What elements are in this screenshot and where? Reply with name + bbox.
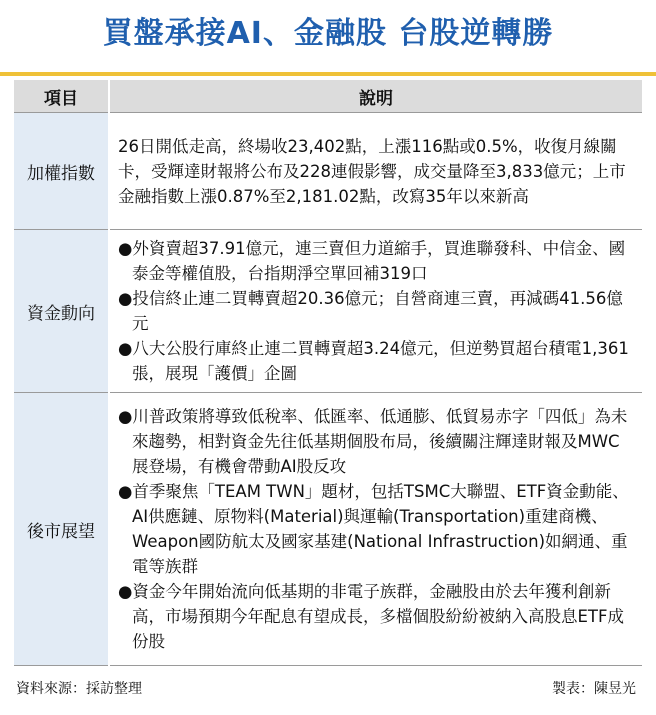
outlook-bullet-2: ●首季聚焦「TEAM TWN」題材，包括TSMC大聯盟、ETF資金動能、AI供應鏈、原物料(Material)與運輸(Transportation)重建商機、Weapon國防航太及國家基建(National Infrastruction)如網通、重電等族群: [118, 482, 629, 576]
outlook-bullet-3: ●資金今年開始流向低基期的非電子族群，金融股由於去年獲利創新高，市場預期今年配息有望成長，多檔個股紛紛被納入高股息ETF成份股: [118, 582, 624, 651]
row-desc-outlook: [109, 393, 642, 666]
maker-credit: 製表：陳昱光: [552, 681, 636, 697]
header-desc: 說明: [109, 80, 642, 113]
fund-flow-bullet-1: ●外資賣超37.91億元，連三賣但力道縮手，買進聯發科、中信金、國泰金等權值股，台指期淨空單回補319口: [118, 239, 626, 283]
row-label-outlook: 後市展望: [14, 393, 109, 666]
fund-flow-bullet-2: ●投信終止連二買轉賣超20.36億元；自營商連三賣，再減碼41.56億元: [118, 289, 623, 333]
title-underline: [0, 72, 656, 76]
page-title: 買盤承接AI、金融股 台股逆轉勝: [102, 16, 554, 51]
table-row-outlook: [14, 393, 642, 666]
fund-flow-bullet-3: ●八大公股行庫終止連二買轉賣超3.24億元，但逆勢買超台積電1,361張，展現「護價」企圖: [118, 339, 629, 383]
row-desc-index: [109, 113, 642, 230]
header-item: 項目: [14, 80, 109, 113]
outlook-bullet-1: ●川普政策將導致低稅率、低匯率、低通膨、低貿易赤字「四低」為未來趨勢，相對資金先往低基期個股布局，後續關注輝達財報及MWC展登場，有機會帶動AI股反攻: [118, 407, 628, 476]
row-label-index: 加權指數: [14, 113, 109, 230]
table-row-index: [14, 113, 642, 230]
source-note: 資料來源：採訪整理: [16, 681, 142, 697]
summary-table: [14, 80, 642, 666]
row-label-fund-flow: 資金動向: [14, 230, 109, 393]
table-header-row: [14, 80, 642, 113]
index-text: 26日開低走高，終場收23,402點，上漲116點或0.5%，收復月線關卡，受輝達財報將公布及228連假影響，成交量降至3,833億元；上市金融指數上漲0.87%至2,181.02點，改寫35年以來新高: [118, 136, 626, 206]
row-desc-fund-flow: [109, 230, 642, 393]
table-row-fund-flow: [14, 230, 642, 393]
